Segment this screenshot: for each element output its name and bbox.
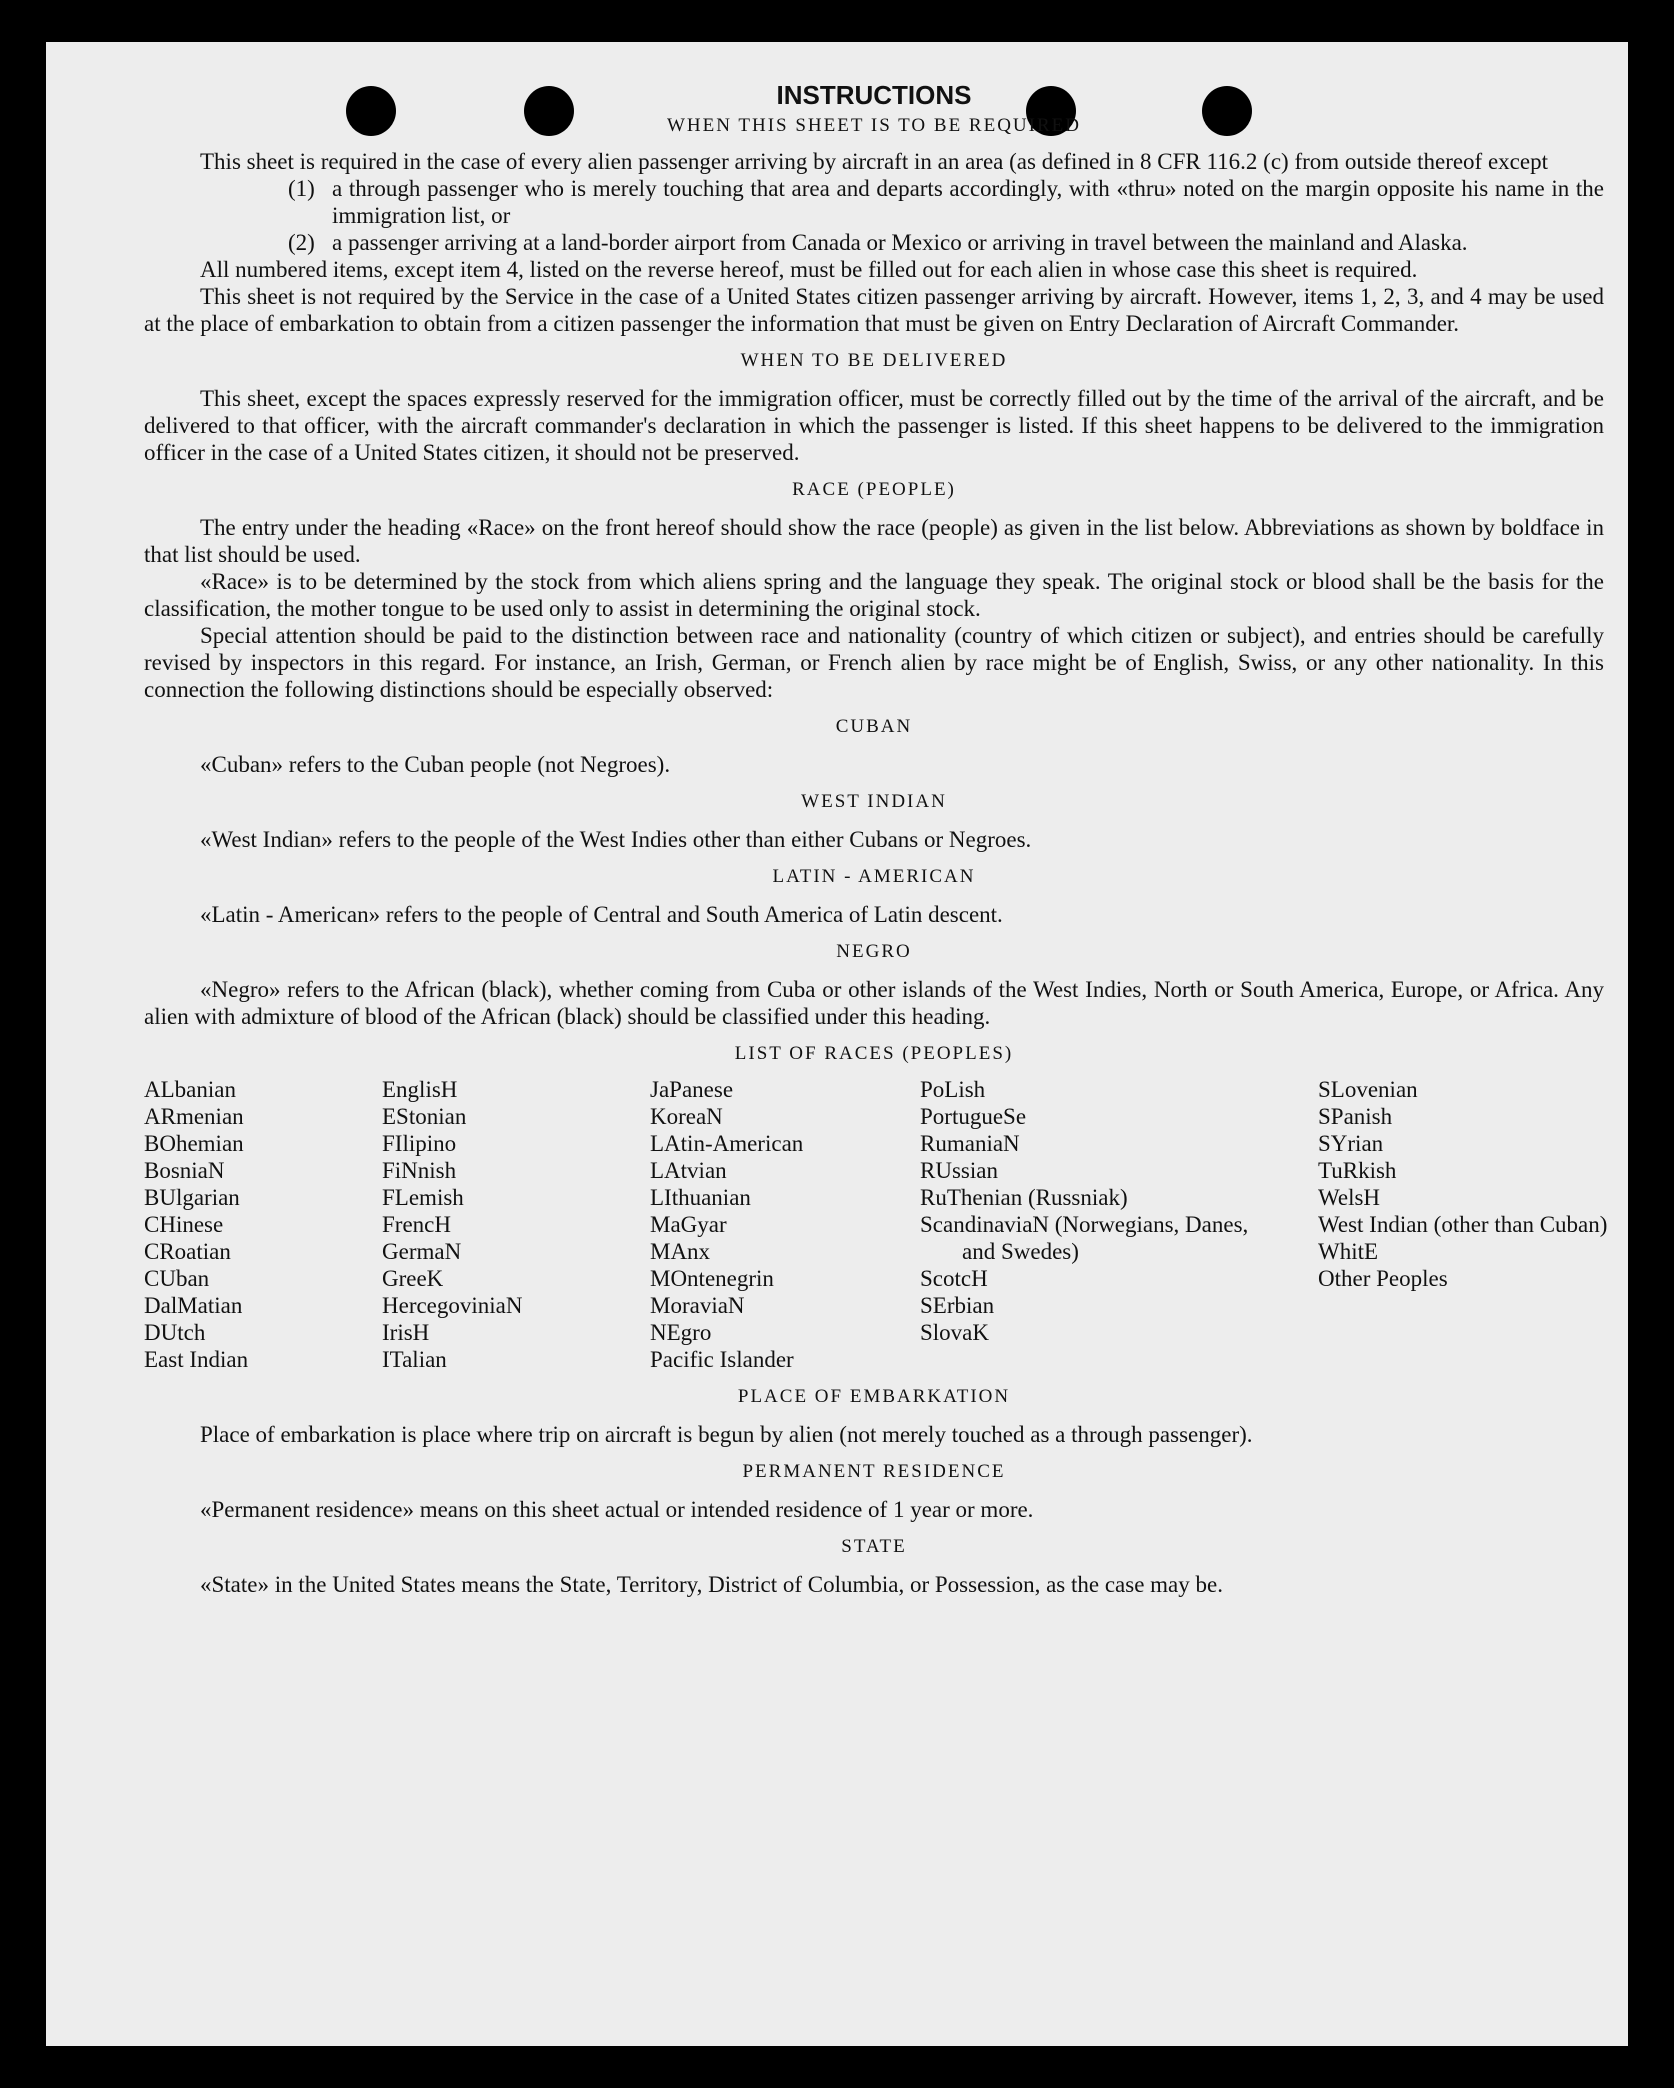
- race-item: BosniaN: [144, 1158, 225, 1183]
- race-item: RuThenian (Russniak): [920, 1185, 1128, 1210]
- race-item: Other Peoples: [1318, 1266, 1448, 1291]
- paragraph: The entry under the heading «Race» on the front hereof should show the race (people) as given in the list below. Abbreviations as shown by boldface in that list should be used.: [144, 515, 1604, 567]
- document-sheet: [46, 42, 1628, 2046]
- paragraph: «Permanent residence» means on this sheet actual or intended residence of 1 year or more.: [200, 1497, 1034, 1522]
- section-heading-cuban: CUBAN: [835, 716, 913, 737]
- paragraph: «Race» is to be determined by the stock from which aliens spring and the language they speak. The original stock or blood shall be the basis for the classification, the mother tongue to be used only to assist in determining the original stock.: [144, 569, 1604, 621]
- race-item: WelsH: [1318, 1185, 1381, 1210]
- race-item: TuRkish: [1318, 1158, 1397, 1183]
- race-item: ALbanian: [144, 1077, 236, 1102]
- section-heading-race: RACE (PEOPLE): [792, 479, 956, 500]
- section-heading-state: STATE: [841, 1536, 907, 1557]
- paragraph: «West Indian» refers to the people of the West Indies other than either Cubans or Negroes.: [200, 827, 1032, 852]
- race-item: DalMatian: [144, 1293, 243, 1318]
- race-item: NEgro: [650, 1320, 712, 1345]
- race-item: MoraviaN: [650, 1293, 745, 1318]
- race-item: EStonian: [382, 1104, 467, 1129]
- race-item: GermaN: [382, 1239, 462, 1264]
- race-item: East Indian: [144, 1347, 249, 1372]
- race-item: ITalian: [382, 1347, 447, 1372]
- race-item: Pacific Islander: [650, 1347, 794, 1372]
- page-title: INSTRUCTIONS: [776, 80, 972, 110]
- race-item: IrisH: [382, 1320, 430, 1345]
- race-item: JaPanese: [650, 1077, 734, 1102]
- race-item: LAtvian: [650, 1158, 727, 1183]
- race-item: BUlgarian: [144, 1185, 240, 1210]
- race-item: FIlipino: [382, 1131, 457, 1156]
- list-item: [288, 229, 1604, 256]
- race-item: RUssian: [920, 1158, 998, 1183]
- section-heading-when-required: WHEN THIS SHEET IS TO BE REQUIRED: [667, 115, 1081, 136]
- paragraph: «Cuban» refers to the Cuban people (not Negroes).: [200, 752, 671, 777]
- race-item: PoLish: [920, 1077, 986, 1102]
- paragraph: Special attention should be paid to the distinction between race and nationality (country of which citizen or subject), and entries should be carefully revised by inspectors in this regard. For instance, an Irish, German, or French alien by race might be of English, Swiss, or any other nationality. In this connection the following distinctions should be especially observed:: [144, 623, 1604, 702]
- paragraph: Place of embarkation is place where trip on aircraft is begun by alien (not merely touched as a through passenger).: [200, 1422, 1253, 1447]
- paragraph: This sheet is required in the case of every alien passenger arriving by aircraft in an area (as defined in 8 CFR 116.2 (c) from outside thereof except: [200, 149, 1548, 174]
- race-item: KoreaN: [650, 1104, 723, 1129]
- section-heading-negro: NEGRO: [836, 941, 912, 962]
- race-item: MAnx: [650, 1239, 711, 1264]
- list-item: [288, 175, 1604, 229]
- paragraph: This sheet, except the spaces expressly reserved for the immigration officer, must be correctly filled out by the time of the arrival of the aircraft, and be delivered to that officer, with the aircraft commander's declaration in which the passenger is listed. If this sheet happens to be delivered to the immigration officer in the case of a United States citizen, it should not be preserved.: [144, 386, 1604, 465]
- race-item: BOhemian: [144, 1131, 244, 1156]
- race-item: CUban: [144, 1266, 210, 1291]
- races-column: [382, 1076, 650, 1373]
- race-item: MOntenegrin: [650, 1266, 774, 1291]
- list-item-text: a passenger arriving at a land-border airport from Canada or Mexico or arriving in travel between the mainland and Alaska.: [332, 230, 1468, 255]
- race-item: SlovaK: [920, 1320, 989, 1345]
- race-item: ScandinaviaN (Norwegians, Danes, and Swedes): [920, 1212, 1249, 1264]
- race-item: SLovenian: [1318, 1077, 1418, 1102]
- races-list: [144, 1076, 1608, 1373]
- paragraph: «Latin - American» refers to the people of Central and South America of Latin descent.: [200, 902, 1003, 927]
- race-item: ARmenian: [144, 1104, 244, 1129]
- paragraph: «Negro» refers to the African (black), whether coming from Cuba or other islands of the West Indies, North or South America, Europe, or Africa. Any alien with admixture of blood of the African (black) should be classified under this heading.: [144, 977, 1604, 1029]
- section-heading-permanent-residence: PERMANENT RESIDENCE: [742, 1461, 1006, 1482]
- race-item: FiNnish: [382, 1158, 457, 1183]
- race-item: GreeK: [382, 1266, 444, 1291]
- race-item: CRoatian: [144, 1239, 231, 1264]
- race-item: DUtch: [144, 1320, 206, 1345]
- paragraph: This sheet is not required by the Service in the case of a United States citizen passenger arriving by aircraft. However, items 1, 2, 3, and 4 may be used at the place of embarkation to obtain from a citizen passenger the information that must be given on Entry Declaration of Aircraft Commander.: [144, 284, 1604, 336]
- race-item: SYrian: [1318, 1131, 1384, 1156]
- section-heading-latin-american: LATIN - AMERICAN: [772, 866, 976, 887]
- paragraph: All numbered items, except item 4, listed on the reverse hereof, must be filled out for each alien in whose case this sheet is required.: [200, 257, 1418, 282]
- race-item: FrencH: [382, 1212, 451, 1237]
- list-item-text: a through passenger who is merely touching that area and departs accordingly, with «thru» noted on the margin opposite his name in the immigration list, or: [332, 176, 1604, 228]
- race-item: ScotcH: [920, 1266, 988, 1291]
- section-heading-when-delivered: WHEN TO BE DELIVERED: [740, 350, 1008, 371]
- section-heading-list-of-races: LIST OF RACES (PEOPLES): [734, 1043, 1014, 1064]
- race-item: FLemish: [382, 1185, 464, 1210]
- race-item: West Indian (other than Cuban): [1318, 1212, 1608, 1237]
- paragraph: «State» in the United States means the State, Territory, District of Columbia, or Possession, as the case may be.: [200, 1572, 1223, 1597]
- race-item: CHinese: [144, 1212, 224, 1237]
- races-column: [650, 1076, 920, 1373]
- race-item: WhitE: [1318, 1239, 1379, 1264]
- races-column: [920, 1076, 1318, 1373]
- race-item: RumaniaN: [920, 1131, 1020, 1156]
- races-column: [1318, 1076, 1608, 1373]
- race-item: SErbian: [920, 1293, 995, 1318]
- race-item: MaGyar: [650, 1212, 727, 1237]
- instructions-content: [144, 78, 1608, 1598]
- list-item-number: (2): [288, 230, 315, 255]
- list-item-number: (1): [288, 176, 315, 201]
- race-item: SPanish: [1318, 1104, 1393, 1129]
- races-column: [144, 1076, 382, 1373]
- race-item: EnglisH: [382, 1077, 458, 1102]
- race-item: LIthuanian: [650, 1185, 751, 1210]
- section-heading-place-of-embarkation: PLACE OF EMBARKATION: [737, 1386, 1011, 1407]
- race-item: PortugueSe: [920, 1104, 1027, 1129]
- race-item: LAtin-American: [650, 1131, 804, 1156]
- section-heading-west-indian: WEST INDIAN: [801, 791, 947, 812]
- race-item: HercegoviniaN: [382, 1293, 523, 1318]
